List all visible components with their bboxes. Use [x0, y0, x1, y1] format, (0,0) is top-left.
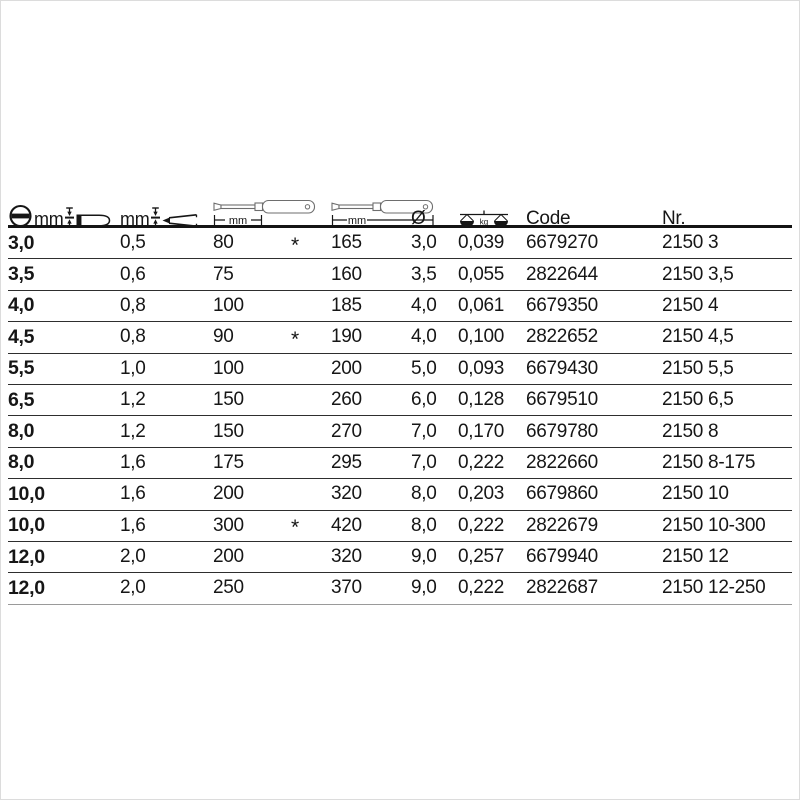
cell-code: 6679860 [526, 483, 598, 505]
cell-total-length-mm: 260 [331, 389, 362, 411]
cell-total-length-mm: 295 [331, 451, 362, 473]
cell-total-length-mm: 165 [331, 232, 362, 254]
cell-size-mm: 10,0 [8, 482, 45, 505]
balance-scale-icon [458, 210, 510, 228]
cell-diameter-mm: 8,0 [411, 514, 437, 536]
nr-header-label: Nr. [662, 208, 686, 229]
cell-size-mm: 3,5 [8, 263, 35, 286]
cell-code: 6679430 [526, 357, 598, 379]
flat-blade-front-icon [76, 213, 111, 228]
table-row [8, 511, 792, 542]
cell-tip-thickness-mm: 1,6 [120, 451, 146, 473]
cell-weight-kg: 0,039 [458, 232, 505, 254]
table-row [8, 259, 792, 290]
cell-size-mm: 3,0 [8, 231, 35, 254]
cell-weight-kg: 0,170 [458, 420, 505, 442]
cell-code: 2822652 [526, 326, 598, 348]
cell-weight-kg: 0,222 [458, 514, 505, 536]
cell-total-length-mm: 160 [331, 263, 362, 285]
table-body [8, 228, 792, 605]
cell-tip-thickness-mm: 1,2 [120, 389, 146, 411]
cell-tip-thickness-mm: 1,6 [120, 483, 146, 505]
cell-weight-kg: 0,061 [458, 294, 505, 316]
cell-nr: 2150 8-175 [662, 451, 756, 473]
table-row [8, 291, 792, 322]
cell-code: 6679510 [526, 389, 598, 411]
cell-diameter-mm: 5,0 [411, 357, 437, 379]
cell-blade-length-mm: 200 [213, 483, 244, 505]
cell-diameter-mm: 7,0 [411, 451, 437, 473]
table-row [8, 385, 792, 416]
diameter-symbol: Ø [411, 208, 426, 229]
cell-weight-kg: 0,222 [458, 577, 505, 599]
slotted-screw-icon [8, 203, 33, 228]
header-code [526, 209, 662, 228]
screwdriver-spec-table [8, 192, 792, 605]
cell-size-mm: 8,0 [8, 451, 35, 474]
header-weight [458, 210, 526, 228]
cell-diameter-mm: 3,0 [411, 232, 437, 254]
unit-label: mm [34, 209, 64, 229]
cell-total-length-mm: 320 [331, 546, 362, 568]
cell-diameter-mm: 9,0 [411, 577, 437, 599]
cell-blade-length-mm: 175 [213, 451, 244, 473]
cell-weight-kg: 0,203 [458, 483, 505, 505]
screwdriver-blade-length-icon [213, 192, 317, 228]
cell-nr: 2150 6,5 [662, 389, 734, 411]
header-blade-length [213, 192, 291, 228]
cell-blade-length-mm: 75 [213, 263, 234, 285]
cell-blade-length-mm: 80 [213, 232, 234, 254]
cell-blade-length-mm: 90 [213, 326, 234, 348]
cell-total-length-mm: 200 [331, 357, 362, 379]
table-row [8, 416, 792, 447]
cell-nr: 2150 12 [662, 546, 729, 568]
cell-code: 6679940 [526, 546, 598, 568]
cell-blade-length-mm: 100 [213, 294, 244, 316]
cell-tip-thickness-mm: 0,6 [120, 263, 146, 285]
cell-weight-kg: 0,257 [458, 546, 505, 568]
cell-code: 6679350 [526, 294, 598, 316]
cell-star: * [291, 233, 299, 257]
code-header-label: Code [526, 208, 571, 229]
cell-weight-kg: 0,055 [458, 263, 505, 285]
cell-size-mm: 12,0 [8, 545, 45, 568]
cell-nr: 2150 10 [662, 483, 729, 505]
dim-unit-label: mm [228, 215, 248, 227]
thickness-arrows-icon [64, 207, 75, 228]
cell-weight-kg: 0,128 [458, 389, 505, 411]
cell-tip-thickness-mm: 0,5 [120, 232, 146, 254]
header-tip-thickness [120, 207, 213, 228]
cell-blade-length-mm: 250 [213, 577, 244, 599]
cell-blade-length-mm: 150 [213, 389, 244, 411]
cell-total-length-mm: 320 [331, 483, 362, 505]
cell-size-mm: 4,0 [8, 294, 35, 317]
cell-nr: 2150 3 [662, 232, 719, 254]
cell-blade-length-mm: 100 [213, 357, 244, 379]
thickness-arrows-icon [150, 207, 161, 228]
cell-size-mm: 8,0 [8, 420, 35, 443]
cell-nr: 2150 3,5 [662, 263, 734, 285]
cell-tip-thickness-mm: 1,6 [120, 514, 146, 536]
cell-tip-thickness-mm: 1,2 [120, 420, 146, 442]
cell-code: 2822679 [526, 514, 598, 536]
cell-weight-kg: 0,100 [458, 326, 505, 348]
cell-nr: 2150 4,5 [662, 326, 734, 348]
table-row [8, 479, 792, 510]
cell-star: * [291, 516, 299, 540]
cell-blade-length-mm: 300 [213, 514, 244, 536]
cell-star: * [291, 328, 299, 352]
cell-nr: 2150 4 [662, 294, 719, 316]
flat-blade-side-icon [162, 213, 198, 228]
cell-size-mm: 5,5 [8, 357, 35, 380]
cell-size-mm: 10,0 [8, 514, 45, 537]
cell-tip-thickness-mm: 2,0 [120, 546, 146, 568]
cell-diameter-mm: 8,0 [411, 483, 437, 505]
header-tip-width [8, 203, 120, 228]
table-row [8, 354, 792, 385]
cell-diameter-mm: 6,0 [411, 389, 437, 411]
cell-tip-thickness-mm: 0,8 [120, 294, 146, 316]
cell-size-mm: 6,5 [8, 388, 35, 411]
table-row [8, 542, 792, 573]
header-diameter [411, 209, 458, 228]
header-nr [662, 209, 792, 228]
table-header-row [8, 192, 792, 228]
cell-diameter-mm: 7,0 [411, 420, 437, 442]
unit-label: mm [120, 209, 150, 229]
cell-code: 6679780 [526, 420, 598, 442]
cell-code: 2822660 [526, 451, 598, 473]
dim-unit-label: mm [347, 215, 367, 227]
cell-diameter-mm: 4,0 [411, 294, 437, 316]
cell-blade-length-mm: 200 [213, 546, 244, 568]
cell-diameter-mm: 9,0 [411, 546, 437, 568]
cell-tip-thickness-mm: 1,0 [120, 357, 146, 379]
unit-label: kg [479, 217, 489, 227]
cell-nr: 2150 10-300 [662, 514, 766, 536]
cell-total-length-mm: 270 [331, 420, 362, 442]
cell-total-length-mm: 185 [331, 294, 362, 316]
cell-diameter-mm: 4,0 [411, 326, 437, 348]
cell-weight-kg: 0,093 [458, 357, 505, 379]
cell-diameter-mm: 3,5 [411, 263, 437, 285]
cell-nr: 2150 5,5 [662, 357, 734, 379]
cell-blade-length-mm: 150 [213, 420, 244, 442]
cell-total-length-mm: 190 [331, 326, 362, 348]
cell-tip-thickness-mm: 0,8 [120, 326, 146, 348]
cell-nr: 2150 8 [662, 420, 719, 442]
cell-code: 2822644 [526, 263, 598, 285]
cell-code: 2822687 [526, 577, 598, 599]
cell-code: 6679270 [526, 232, 598, 254]
table-row [8, 322, 792, 353]
cell-total-length-mm: 370 [331, 577, 362, 599]
table-row [8, 228, 792, 259]
header-total-length [331, 192, 411, 228]
cell-weight-kg: 0,222 [458, 451, 505, 473]
cell-nr: 2150 12-250 [662, 577, 766, 599]
table-row [8, 573, 792, 604]
table-row [8, 448, 792, 479]
cell-size-mm: 4,5 [8, 325, 35, 348]
cell-total-length-mm: 420 [331, 514, 362, 536]
cell-tip-thickness-mm: 2,0 [120, 577, 146, 599]
cell-size-mm: 12,0 [8, 576, 45, 599]
